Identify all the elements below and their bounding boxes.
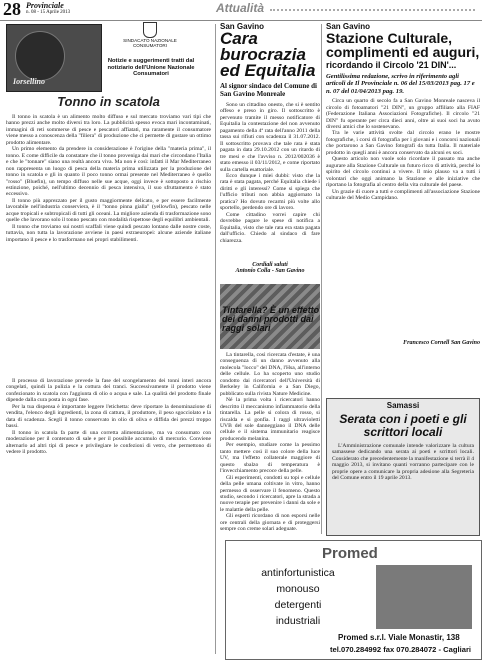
article-body	[326, 98, 480, 338]
columnist-photo	[6, 24, 102, 92]
signature: Antonio Colla - San Gavino	[235, 268, 305, 272]
signoff: Cordiali saluti	[252, 262, 288, 268]
paragraph: La tintarella, così ricercata d'estate, è una conseguenza di un danno avvenuto alla molecola "locco" del DNA, l'Hsa, all'interno delle cellule. Lo ha scoperto uno studio condotto dai ricercatori dell'Università di Berkeley in California e a San Diego, pubblicato sulla rivista Nature Medicine.	[220, 352, 320, 397]
shield-logo-icon	[143, 22, 157, 38]
brand-name: Provinciale	[26, 1, 64, 10]
page-number: 28	[3, 0, 21, 19]
samassi-box	[326, 398, 480, 536]
section-title: Attualità	[216, 1, 264, 15]
tintarella-body	[220, 352, 320, 534]
ad-line: detergenti	[274, 599, 322, 611]
ad-line: antinfortunistica	[261, 567, 335, 579]
paragraph: Tra le varie attività svolte dal circolo erano le mostre fotografiche, i corsi di fotografia per i giovani e i concorsi nazionali che portarono a San Gavino fotografi da tutta Italia. Il materiale prodotto in quegli anni è ancora conservato da alcuni ex soci.	[326, 130, 480, 156]
right-article	[326, 22, 480, 394]
issue-info: n. 08 - 15 Aprile 2013	[26, 10, 71, 15]
brand-logo: Promed	[322, 545, 378, 562]
paragraph: Come cittadino vorrei capire chi dovrebbe pagare le spese di notifica a Equitalia, visto che tale rata era stata pagata dall'ufficio. Chiedo al sindaco di fare chiarezza.	[220, 211, 320, 244]
paragraph: Sono un cittadino onesto, che si è sentito offeso e preso in giro. Il sottoscritto è pervenuto tramite il messo notificatore di Equitalia la contestazione del non avvenuto pagamento della 4ª rata dell'anno 2011 della tassa sui rifiuti con scadenza il 31.07.2012. Il sottoscritto provava che tale rata è stata pagata in data 29.10.2012 con un ritardo di tre mesi e che l'avviso n. 2012/002036 è stato emesso il 03/11/2012, e come riportato sulla cartella esattoriale.	[220, 102, 320, 173]
paragraph: Un grazie di cuore a tutti e complimenti all'associazione Stazione culturale del Medio Campidano.	[326, 188, 480, 202]
article-location: San Gavino	[326, 22, 371, 31]
paragraph: Gli esperti ricordano di non esporsi nelle ore centrali della giornata e di proteggersi sempre con creme solari adeguate.	[220, 513, 320, 533]
columnist-name: Iorsellino	[13, 77, 46, 86]
paragraph: L'Amministrazione comunale intende valorizzare la cultura samassese dedicando una serata ai poeti e scrittori locali. Considerato che precedentemente la manifestazione si terrà il 4 maggio 2013, si invitano quanti vorranno partecipare con le proprie opere a comunicare la propria adesione alla Segreteria del Comune entro il 19 aprile 2013.	[332, 443, 474, 482]
article-intro: Gentilissima redazione, scrivo in riferimento agli articoli de Il Provinciale n. 06 del 15/03/2013 pag. 17 e n. 07 del 01/04/2013 pag. 19.	[326, 73, 475, 95]
article-body	[6, 114, 211, 374]
article-location: Samassi	[386, 401, 420, 410]
article-title: Tonno in scatola	[57, 94, 160, 109]
article-body	[332, 443, 474, 521]
left-article	[6, 94, 211, 654]
paragraph: Questo articolo non vuole solo ricordare il passato ma anche augurare alla Stazione Culturale un futuro ricco di attività, perché lo spirito del circolo continui a vivere. Il mio plauso va a tutti i volontari che oggi animano la Stazione e alle iniziative che riportano la fotografia al centro della vita culturale del paese.	[326, 156, 480, 189]
portrait-image	[15, 31, 65, 81]
page-header	[0, 0, 482, 21]
paragraph: Il tonno in scatola fa parte di una corretta alimentazione, ma va consumato con moderazione per il contenuto di sale e per il possibile accumulo di mercurio. Conviene alternarlo ad altri tipi di pesce e privilegiare le confezioni di vetro, che permettono di vedere il prodotto.	[6, 429, 211, 455]
paragraph: Per esempio, studiare come la pessimo tanto mettere così il suo colore della luce UV, ma l'effetto collaterale maggiore di questo sbalzo di temperatura è l'invecchiamento precoce della pelle.	[220, 442, 320, 475]
tintarella-title: Tintarella? È un effetto dei danni prodotti dai raggi solari	[222, 305, 320, 333]
ad-lines	[234, 565, 362, 629]
paragraph: Il tonno più apprezzato per il gusto maggiormente delicato, e per essere facilmente lavorabile nell'industria conserviera, è il "tonno pinna gialla" (yellowfin), pescato nelle acque tropicali e subtropicali di tutti gli oceani. La migliore azienda di trasformazione sono quelle che lavorano solo il tonno pescato con modalità rispettose degli equilibri ambientali.	[6, 197, 211, 224]
column-notice: Notizie e suggerimenti tratti dal notiziario dell'Unione Nazionale Consumatori	[107, 58, 195, 77]
article-body	[220, 102, 320, 262]
signature: Francesco Cornell San Gavino	[403, 340, 480, 347]
paragraph: Ecco dunque i miei dubbi: visto che la rata è stata pagata, perché Equitalia chiede i diritti e gli interessi? Come si spiega che l'ufficio tributi non abbia aggiornato la pratica? Ho dovuto recarmi più volte allo sportello, perdendo ore di lavoro.	[220, 172, 320, 212]
article-title: Stazione Culturale, complimenti ed auguri,	[326, 30, 480, 60]
paragraph: Circa un quarto di secolo fa a San Gavino Monreale nasceva il circolo di fotoamatori "21 DIN", un gruppo affiliato alla FIAF (Federazione Italiana Associazioni Fotografiche). Il circolo "21 DIN" fu operante per circa dieci anni, oltre ai suoi soci ha avuto diversi amici che lo sostenevano.	[326, 98, 480, 131]
article-body-continued	[6, 378, 211, 653]
column-rule	[215, 24, 216, 654]
article-subtitle: Al signor sindaco del Comune di San Gavino Monreale	[220, 82, 317, 98]
paragraph: Il processo di lavorazione prevede la fase del scongelamento dei tonni interi ancora congelati, quindi la pulizia e la cottura dei tranci. Successivamente il prodotto viene confezionato in scatola con l'aggiunta di olio o acqua e sale. La qualità del prodotto finale dipende dalla cura posta in ogni fase.	[6, 378, 211, 404]
article-title: Serata con i poeti e gli scrittori locali	[339, 412, 467, 439]
promed-advert	[225, 540, 482, 660]
ad-line: monouso	[276, 583, 320, 595]
article-title-line: ricordando il Circolo '21 DIN'...	[326, 60, 457, 70]
ad-phone: tel.070.284992 fax 070.284072 - Cagliari	[330, 645, 472, 654]
paragraph: Un primo elemento da prendere in considerazione è l'origine della "materia prima", il tonno. E come difficile da constatare che il tonno proveniga dai mari che circondano l'Italia e che le "tonnare" siano una realtà ancora viva. Ma non è così: infatti il Mar Mediterraneo non rappresenta un luogo di pesca della materia prima utilizzata per la produzione del tonno in scatola e gli in quanto il poco tonno ormai presente nel Mediterraneo è quello "rosso" (Bluefin), un tempo diffuso nelle sue acque, oggi invece è sottoposto a rischio estinzione, poiché, nell'ultimo decennio di pesca intensiva, il suo sfruttamento è stato eccessivo.	[6, 146, 211, 198]
paragraph: Il tonno in scatola è un alimento molto diffuso e sul mercato troviamo vari tipi che hanno prezzi anche molto diversi tra loro. La pubblicità spesso evoca mari incontaminati, immagini di reti sommerse di pesce e pescatori affiatati, ma raramente il consumatore viene messo a conoscenza della "filiera" di produzione che ci permette di gustare un ottimo prodotto alimentare.	[6, 114, 211, 146]
product-photo	[376, 565, 472, 629]
paragraph: Gli esperimenti, condotti su topi e cellule della pelle umana coltivate in vitro, hanno permesso di osservare il fenomeno. Questo studio, secondo i ricercatori, apre la strada a nuove terapie per prevenire i danni da sole e le malattie della pelle.	[220, 474, 320, 513]
article-location: San Gavino	[220, 22, 265, 31]
ad-line: industriali	[275, 615, 321, 627]
union-logo-caption: SINDACATO NAZIONALE CONSUMATORI	[123, 38, 177, 48]
ad-address: Promed s.r.l. Viale Monastir, 138	[338, 633, 460, 642]
paragraph: Per la tua dispensa è importante leggere l'etichetta: deve riportare la denominazione di vendita, l'elenco degli ingredienti, la zona di cattura, il produttore, il peso sgocciolato e la data di scadenza. Scegli il tonno conservato in olio di oliva e diffida dei prezzi troppo bassi.	[6, 403, 211, 430]
paragraph: Né la prima volta i ricercatori hanno descritto il meccanismo infiammatorio della tintarella. La pelle si colora di rosso, si riscalda e si gonfia. I raggi ultravioletti UVB del sole danneggiano il DNA delle cellule e il sistema immunitario reagisce producendo melanina.	[220, 397, 320, 442]
header-divider	[270, 9, 475, 13]
article-title: Cara burocrazia ed Equitalia	[220, 29, 316, 80]
paragraph: Il tonno che troviamo sui nostri scaffali viene quindi pescato lontano dalle nostre coste, tuttavia, non tutta la lavorazione avviene in paesi extraeuropei: alcune aziende italiane importano il pesce e lo trasformano nei propri stabilimenti.	[6, 223, 211, 243]
